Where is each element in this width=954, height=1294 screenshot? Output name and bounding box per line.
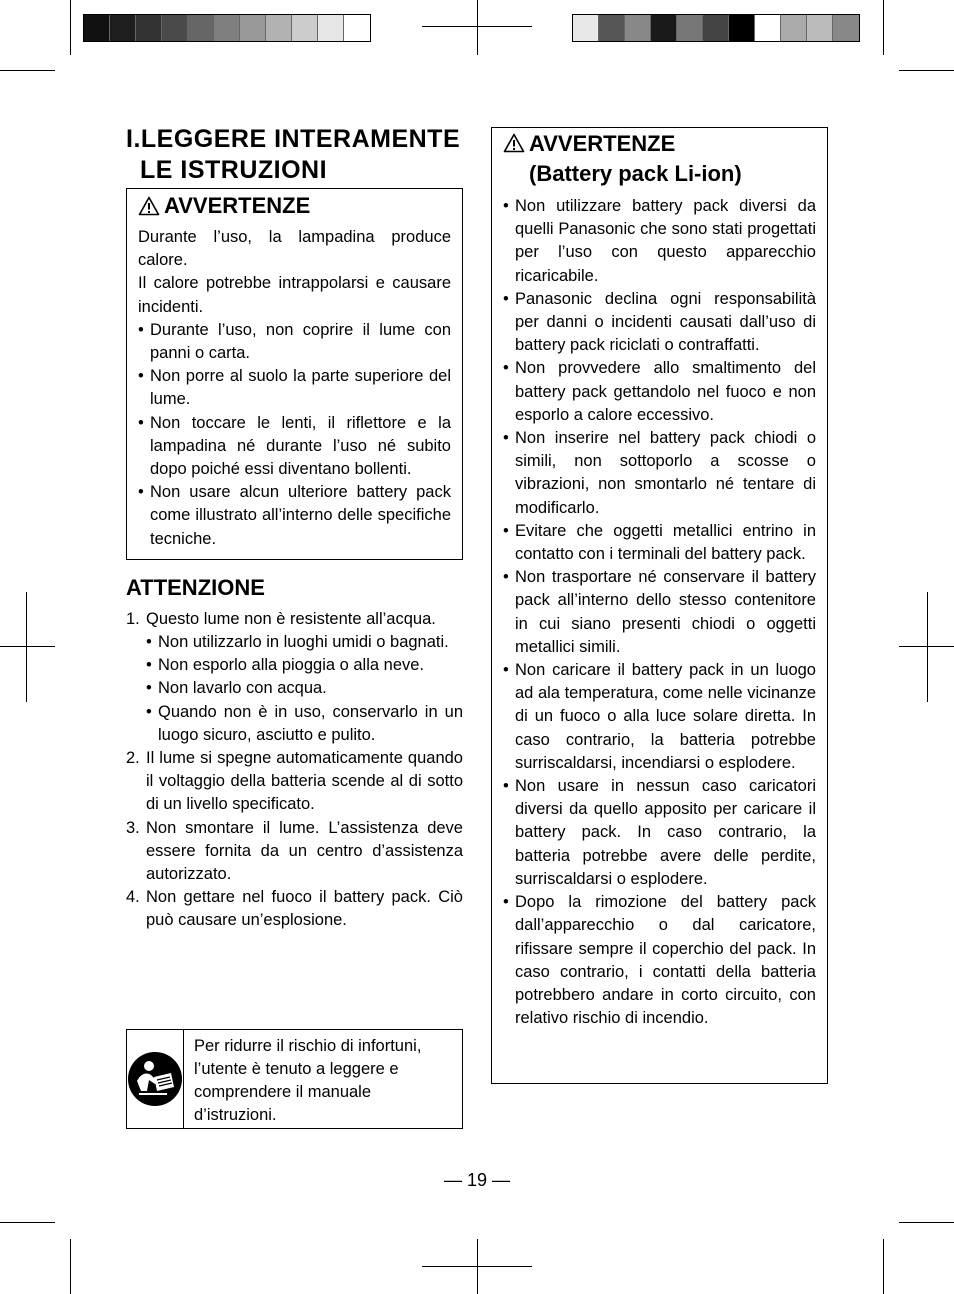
list-item: • Evitare che oggetti metallici entrino in contatto con i terminali del battery pack. — [503, 520, 816, 566]
color-swatch — [651, 15, 677, 41]
color-swatch — [625, 15, 651, 41]
warning-triangle-icon — [503, 133, 525, 153]
color-swatch — [214, 15, 240, 41]
color-swatch — [703, 15, 729, 41]
battery-warning-title-text: AVVERTENZE — [529, 131, 676, 156]
item-number: 2. — [126, 749, 140, 768]
left-column — [126, 124, 463, 933]
info-text: Per ridurre il rischio di infortuni, l’utente è tenuto a leggere e comprendere il manuale d’istruzioni. — [194, 1037, 422, 1124]
section-title — [126, 124, 463, 186]
page-number: — 19 — — [443, 1170, 511, 1190]
color-swatch — [162, 15, 188, 41]
color-swatch — [344, 15, 370, 41]
attention-title: ATTENZIONE — [126, 574, 265, 600]
attention-list — [126, 608, 463, 933]
color-swatch — [833, 15, 859, 41]
list-item — [126, 608, 463, 747]
list-item — [126, 747, 463, 817]
list-item: • Non esporlo alla pioggia o alla neve. — [146, 654, 463, 677]
item-number: 4. — [126, 888, 140, 907]
list-item: • Non provvedere allo smaltimento del battery pack gettandolo nel fuoco e non esporlo a calore eccessivo. — [503, 357, 816, 427]
warning-title — [138, 192, 451, 220]
color-swatch — [266, 15, 292, 41]
item-text: Il lume si spegne automaticamente quando il voltaggio della batteria scende al di sotto di un livello specificato. — [146, 749, 463, 814]
color-swatch — [729, 15, 755, 41]
info-icon-cell — [127, 1030, 184, 1128]
warning-list — [138, 319, 451, 551]
list-item: • Non usare alcun ulteriore battery pack come illustrato all’interno delle specifiche tecniche. — [138, 481, 451, 551]
color-swatch — [573, 15, 599, 41]
section-title-line2: LE ISTRUZIONI — [140, 156, 328, 184]
color-swatch — [677, 15, 703, 41]
section-title-line1: I.LEGGERE INTERAMENTE — [126, 125, 461, 153]
battery-warning-subtitle: (Battery pack Li-ion) — [529, 161, 742, 186]
color-swatch — [599, 15, 625, 41]
list-item: • Non porre al suolo la parte superiore del lume. — [138, 365, 451, 411]
color-swatch — [781, 15, 807, 41]
color-swatch — [110, 15, 136, 41]
color-swatch — [292, 15, 318, 41]
read-manual-icon — [127, 1051, 183, 1107]
color-swatch — [188, 15, 214, 41]
warning-box — [126, 188, 463, 560]
list-item: • Non inserire nel battery pack chiodi o simili, non sottoporlo a scosse o vibrazioni, non smontarlo né tentare di modificarlo. — [503, 427, 816, 520]
warning-title-text: AVVERTENZE — [164, 193, 311, 218]
list-item — [126, 817, 463, 887]
list-item: • Panasonic declina ogni responsabilità per danni o incidenti causati dall’uso di battery pack riciclati o contraffatti. — [503, 288, 816, 358]
battery-warning-title — [503, 129, 816, 189]
list-item: • Non usare in nessun caso caricatori diversi da quello apposito per caricare il battery pack. In caso contrario, la batteria potrebbe avere delle perdite, surriscaldarsi o esplodere. — [503, 775, 816, 891]
color-swatch — [318, 15, 344, 41]
list-item: • Non utilizzare battery pack diversi da quelli Panasonic che sono stati progettati per l’uso con questo apparecchio ricaricabile. — [503, 195, 816, 288]
list-item — [126, 886, 463, 932]
color-bar-left — [83, 14, 371, 42]
warning-triangle-icon — [138, 196, 160, 216]
item-number: 1. — [126, 609, 140, 628]
info-box — [126, 1029, 463, 1129]
color-swatch — [240, 15, 266, 41]
item-text: Questo lume non è resistente all’acqua. — [146, 609, 436, 628]
item-text: Non gettare nel fuoco il battery pack. Ciò può causare un’esplosione. — [146, 888, 463, 930]
item-number: 3. — [126, 818, 140, 837]
color-swatch — [84, 15, 110, 41]
sub-list — [146, 631, 463, 747]
list-item: • Dopo la rimozione del battery pack dall’apparecchio o dal caricatore, rifissare sempre il coperchio del pack. In caso contrario, i contatti della batteria potrebbero andare in corto circuito, con relativo rischio di incendio. — [503, 891, 816, 1030]
color-swatch — [755, 15, 781, 41]
list-item: • Durante l’uso, non coprire il lume con panni o carta. — [138, 319, 451, 365]
list-item: • Non trasportare né conservare il battery pack all’interno dello stesso contenitore in cui siano presenti chiodi o oggetti metallici simili. — [503, 566, 816, 659]
battery-warning-list — [503, 195, 816, 1030]
list-item: • Non caricare il battery pack in un luogo ad ala temperatura, come nelle vicinanze di un fuoco o alla luce solare diretta. In caso contrario, la batteria potrebbe surriscaldarsi, incendiarsi o esplodere. — [503, 659, 816, 775]
color-swatch — [807, 15, 833, 41]
list-item: • Non toccare le lenti, il riflettore e la lampadina né durante l’uso né subito dopo poiché essi diventano bollenti. — [138, 412, 451, 482]
color-bar-right — [572, 14, 860, 42]
item-text: Non smontare il lume. L’assistenza deve essere fornita da un centro d’assistenza autorizzato. — [146, 818, 463, 884]
battery-warning-box — [491, 127, 828, 1084]
warning-intro-2: Il calore potrebbe intrappolarsi e causare incidenti. — [138, 274, 451, 316]
list-item: • Quando non è in uso, conservarlo in un luogo sicuro, asciutto e pulito. — [146, 701, 463, 747]
list-item: • Non utilizzarlo in luoghi umidi o bagnati. — [146, 631, 463, 654]
color-swatch — [136, 15, 162, 41]
list-item: • Non lavarlo con acqua. — [146, 677, 463, 700]
warning-intro-1: Durante l’uso, la lampadina produce calore. — [138, 228, 451, 270]
